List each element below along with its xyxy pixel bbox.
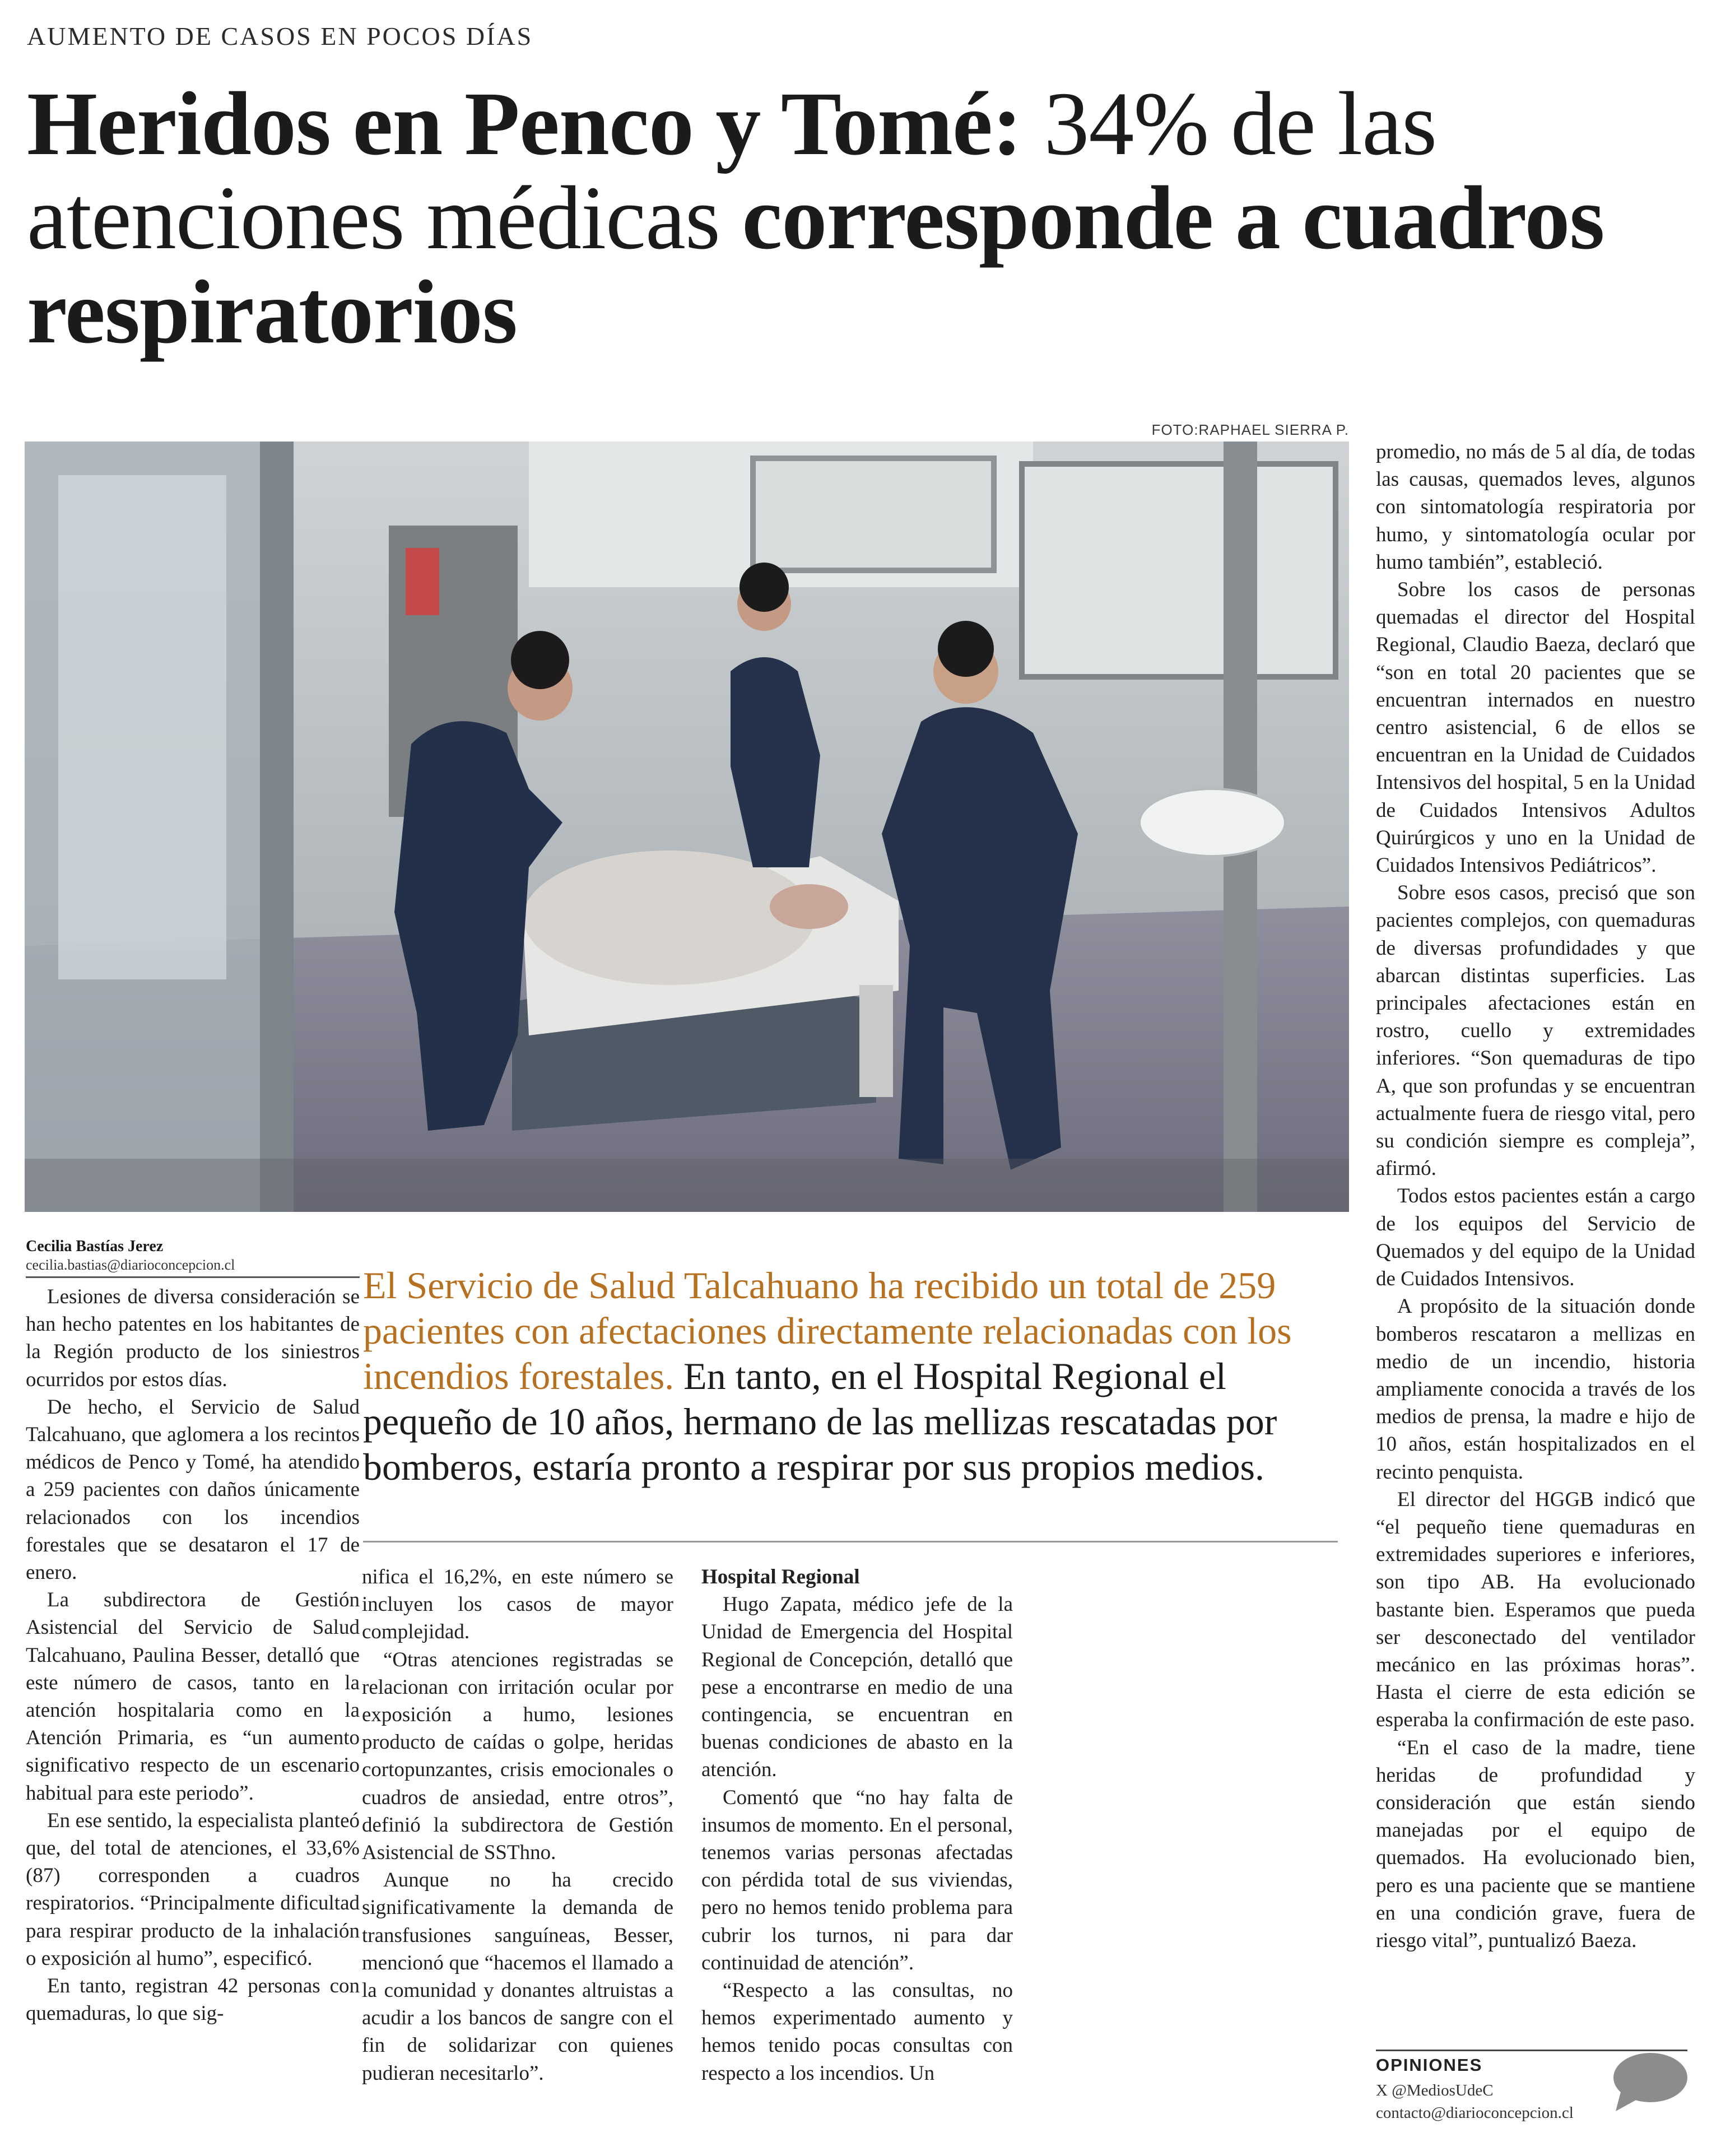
speech-bubble-icon — [1611, 2051, 1689, 2112]
opiniones-handle[interactable]: X @MediosUdeC — [1376, 2081, 1494, 2099]
hospital-icu-photo — [25, 442, 1349, 1212]
pull-quote-highlight: El Servicio de Salud Talcahuano ha recibido un total de 259 pacientes con afectaciones directamente relacionadas con los incendios forestales. — [363, 1264, 1292, 1397]
col4-paragraph: El director del HGGB indicó que “el pequeño tiene quemaduras en extremidades superiores e inferiores, son tipo AB. Ha evolucionado bastante bien. Esperamos que pueda ser desconectado del ventilador mecánico en las próximas horas”. Hasta el cierre de esta edición se esperaba la confirmación de este paso. — [1376, 1488, 1695, 1732]
col1-paragraph: En tanto, registran 42 personas con quemaduras, lo que sig- — [26, 1974, 360, 2025]
col4-paragraph: Sobre esos casos, precisó que son pacientes complejos, con quemaduras de diversas profundidades y que abarcan distintas superficies. Las principales afectaciones están en rostro, cuello y extremidades inferiores. “Son quemaduras de tipo A, que son profundas y se encuentran actualmente fuera de riesgo vital, pero su condición siempre es compleja”, afirmó. — [1376, 881, 1695, 1181]
headline — [27, 74, 1663, 363]
opiniones-title: OPINIONES — [1376, 2055, 1483, 2075]
byline-email[interactable]: cecilia.bastias@diarioconcepcion.cl — [26, 1257, 235, 1273]
photo-credit: FOTO:RAPHAEL SIERRA P. — [1151, 421, 1349, 438]
kicker: AUMENTO DE CASOS EN POCOS DÍAS — [27, 22, 533, 50]
col3-paragraph: Comentó que “no hay falta de insumos de momento. En el personal, tenemos varias personas afectadas con pérdida total de sus viviendas, pero no hemos tenido problema para cubrir los turnos, ni para dar continuidad de atención”. — [701, 1786, 1013, 1974]
byline — [26, 1237, 360, 1278]
headline-bold-lead: Heridos en Penco y Tomé: — [27, 74, 1022, 174]
col4-paragraph: promedio, no más de 5 al día, de todas las causas, quemados leves, algunos con sintomatología respiratoria por humo, y sintomatología ocular por humo también”, estableció. — [1376, 440, 1695, 574]
col1-paragraph: En ese sentido, la especialista planteó que, del total de atenciones, el 33,6% (87) corresponden a cuadros respiratorios. “Principalmente dificultad para respirar producto de la inhalación o exposición al humo”, especificó. — [26, 1809, 360, 1970]
col1-paragraph: Lesiones de diversa consideración se han hecho patentes en los habitantes de la Región producto de los siniestros ocurridos por estos días. — [26, 1285, 360, 1391]
pull-quote-divider — [363, 1541, 1338, 1542]
col2-paragraph: nifica el 16,2%, en este número se incluyen los casos de mayor complejidad. — [362, 1565, 673, 1644]
headline-middle: 34% de las atenciones médicas — [27, 74, 1437, 268]
headline-bold-tail: corresponde a cuadros respiratorios — [27, 168, 1604, 363]
col3-paragraph: “Respecto a las consultas, no hemos experimentado aumento y hemos tenido pocas consultas con respecto a los incendios. Un — [701, 1979, 1013, 2085]
pull-quote-rest: En tanto, en el Hospital Regional el pequeño de 10 años, hermano de las mellizas rescatadas por bomberos, estaría pronto a respirar por sus propios medios. — [363, 1355, 1277, 1488]
article-column-4 — [1376, 438, 1695, 1954]
opiniones-email[interactable]: contacto@diarioconcepcion.cl — [1376, 2104, 1574, 2122]
col1-paragraph: La subdirectora de Gestión Asistencial del Servicio de Salud Talcahuano, Paulina Besser, detalló que este número de casos, tanto en la atención hospitalaria como en la Atención Primaria, es “un aumento significativo respecto de un escenario habitual para este periodo”. — [26, 1588, 360, 1805]
col2-paragraph: “Otras atenciones registradas se relacionan con irritación ocular por exposición a humo, lesiones producto de caídas o golpe, heridas cortopunzantes, crisis emocionales o cuadros de ansiedad, entre otros”, definió la subdirectora de Gestión Asistencial de SSThno. — [362, 1648, 673, 1865]
col4-paragraph: A propósito de la situación donde bomberos rescataron a mellizas en medio de un incendio, historia ampliamente conocida a través de los medios de prensa, la madre e hijo de 10 años, están hospitalizados en el recinto penquista. — [1376, 1295, 1695, 1484]
article-column-3 — [701, 1563, 1013, 2087]
byline-author: Cecilia Bastías Jerez — [26, 1238, 164, 1255]
col4-paragraph: “En el caso de la madre, tiene heridas de profundidad y consideración que están siendo manejadas por el equipo de quemados. Ha evolucionado bien, pero es una paciente que se mantiene en una condición grave, fuera de riesgo vital”, puntualizó Baeza. — [1376, 1736, 1695, 1952]
col4-paragraph: Sobre los casos de personas quemadas el director del Hospital Regional, Claudio Baeza, declaró que “son en total 20 pacientes que se encuentran internados en nuestro centro asistencial, 6 de ellos se encuentran en la Unidad de Cuidados Intensivos del hospital, 5 en la Unidad de Cuidados Intensivos Adultos Quirúrgicos y uno en la Unidad de Cuidados Intensivos Pediátricos”. — [1376, 578, 1695, 877]
col1-paragraph: De hecho, el Servicio de Salud Talcahuano, que aglomera a los recintos médicos de Penco y Tomé, ha atendido a 259 pacientes con daños únicamente relacionados con los incendios forestales que se desataron el 17 de enero. — [26, 1395, 360, 1585]
byline-divider — [26, 1276, 360, 1278]
col4-paragraph: Todos estos pacientes están a cargo de los equipos del Servicio de Quemados y del equipo de la Unidad de Cuidados Intensivos. — [1376, 1184, 1695, 1291]
photo-illustration — [25, 442, 1349, 1212]
col2-paragraph: Aunque no ha crecido significativamente la demanda de transfusiones sanguíneas, Besser, mencionó que “hacemos el llamado a la comunidad y donantes altruistas a acudir a los bancos de sangre con el fin de solidarizar con quienes pudieran necesitarlo”. — [362, 1869, 673, 2085]
article-column-2 — [362, 1563, 673, 2087]
col3-paragraph: Hugo Zapata, médico jefe de la Unidad de Emergencia del Hospital Regional de Concepción, detalló que pese a encontrarse en medio de una contingencia, se encuentran en buenas condiciones de abasto en la atención. — [701, 1593, 1013, 1782]
article-column-1 — [26, 1283, 360, 2027]
pull-quote — [363, 1263, 1338, 1490]
section-heading-hospital-regional: Hospital Regional — [701, 1565, 860, 1588]
